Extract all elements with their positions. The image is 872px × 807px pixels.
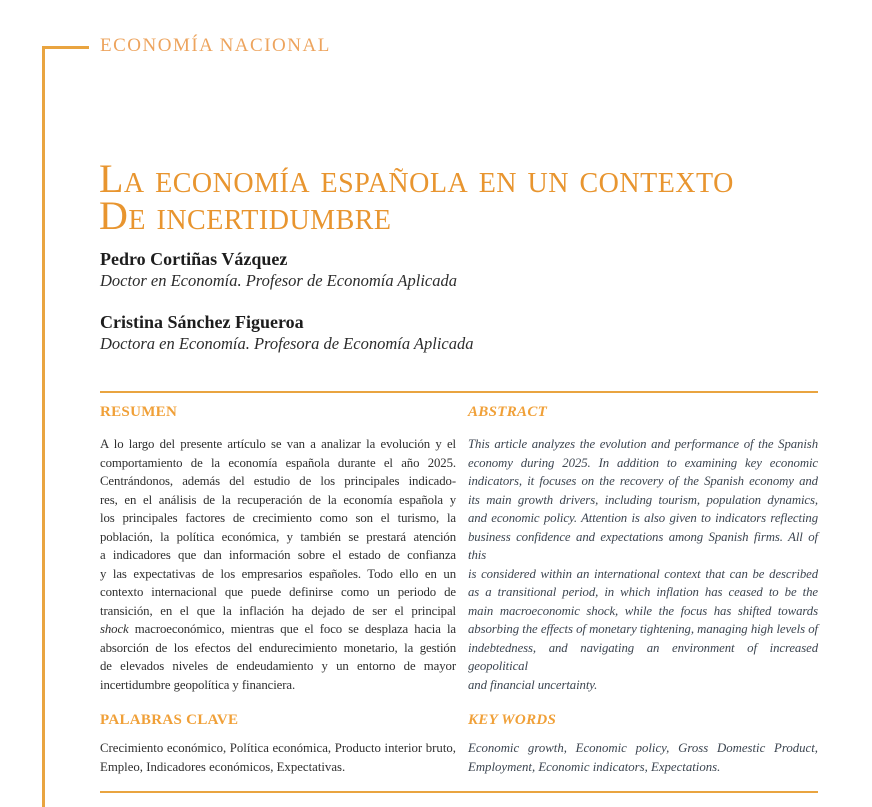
author-block	[100, 311, 473, 355]
abstract-line: business confidence and expectations among Spanish firms. All of this	[468, 529, 818, 562]
resumen-line: A lo largo del presente artículo se van a analizar la evolución y el	[100, 437, 456, 451]
abstract-line: and economic policy. Attention is also given to indicators reflecting	[468, 511, 818, 525]
abstract-line: indebtedness, and navigating an environment of increased geopolitical	[468, 640, 818, 673]
palabras-clave-text: Crecimiento económico, Política económica, Producto interior bruto, Empleo, Indicadores económicos, Expectativas.	[100, 741, 456, 774]
resumen-line: los principales factores de crecimiento como son el turismo, la	[100, 511, 456, 525]
author-block	[100, 248, 473, 292]
abstract-heading: ABSTRACT	[468, 404, 548, 420]
article-title-line1: La economía española en un contexto	[99, 156, 734, 201]
resumen-line: transición, en el que la inflación ha dejado de ser el principal	[100, 603, 456, 618]
resumen-heading: RESUMEN	[100, 404, 178, 420]
abstract-column	[468, 403, 818, 776]
accent-bracket-horizontal	[42, 46, 89, 49]
resumen-line: absorción de los efectos del endurecimiento monetario, la gestión	[100, 640, 456, 655]
abstract-paragraph	[468, 435, 818, 694]
bottom-rule	[100, 791, 818, 793]
resumen-line: y las expectativas de los empresarios españoles. Todo ello en un	[100, 566, 456, 581]
abstract-line: This article analyzes the evolution and performance of the Spanish	[468, 437, 818, 451]
article-title	[99, 156, 734, 238]
resumen-shock-italic: shock	[100, 622, 129, 636]
key-words-text: Economic growth, Economic policy, Gross Domestic Product, Employment, Economic indicators, Expectations.	[468, 741, 818, 774]
resumen-line: población, la política económica, y también se prestará atención	[100, 529, 456, 544]
abstract-line: is considered within an international context that can be described	[468, 566, 818, 581]
abstract-line: and financial uncertainty.	[468, 677, 598, 692]
section-label: ECONOMÍA NACIONAL	[100, 35, 331, 56]
resumen-line: res, en el análisis de la recuperación de la economía española y	[100, 492, 456, 507]
resumen-line: Centrándonos, además del estudio de los principales indicado-	[100, 474, 456, 488]
abstract-line: its main growth drivers, including tourism, population dynamics,	[468, 492, 818, 507]
resumen-line: comportamiento de la economía española durante el año 2025.	[100, 455, 456, 470]
abstract-line: indicators, it focuses on the recovery of the Spanish economy and	[468, 474, 818, 488]
abstract-line: absorbing the effects of monetary tightening, managing high levels of	[468, 622, 818, 636]
author-role: Doctor en Economía. Profesor de Economía Aplicada	[100, 271, 457, 290]
resumen-line: incertidumbre geopolítica y financiera.	[100, 677, 296, 692]
abstract-line: main macroeconomic shock, while the focus has shifted towards	[468, 603, 818, 618]
resumen-line: de elevados niveles de endeudamiento y un entorno de mayor	[100, 659, 456, 673]
abstract-line: economy during 2025. In addition to examining key economic	[468, 455, 818, 470]
accent-bracket-vertical	[42, 46, 45, 807]
palabras-clave-heading: PALABRAS CLAVE	[100, 712, 239, 728]
resumen-paragraph	[100, 435, 456, 694]
resumen-line: a indicadores que dan información sobre el estado de confianza	[100, 548, 456, 562]
resumen-line: contexto internacional que puede definirse como un periodo de	[100, 585, 456, 599]
resumen-line	[100, 620, 456, 639]
top-rule	[100, 391, 818, 393]
article-title-line2: De incertidumbre	[99, 193, 392, 238]
author-name: Pedro Cortiñas Vázquez	[100, 249, 288, 269]
abstract-line: as a transitional period, in which inflation has ceased to be the	[468, 585, 818, 599]
key-words-heading: KEY WORDS	[468, 712, 557, 728]
authors-block	[100, 248, 473, 355]
author-role: Doctora en Economía. Profesora de Economía Aplicada	[100, 334, 474, 353]
resumen-column	[100, 403, 456, 776]
author-name: Cristina Sánchez Figueroa	[100, 312, 304, 332]
resumen-line-rest: macroeconómico, mientras que el foco se desplaza hacia la	[128, 622, 456, 636]
